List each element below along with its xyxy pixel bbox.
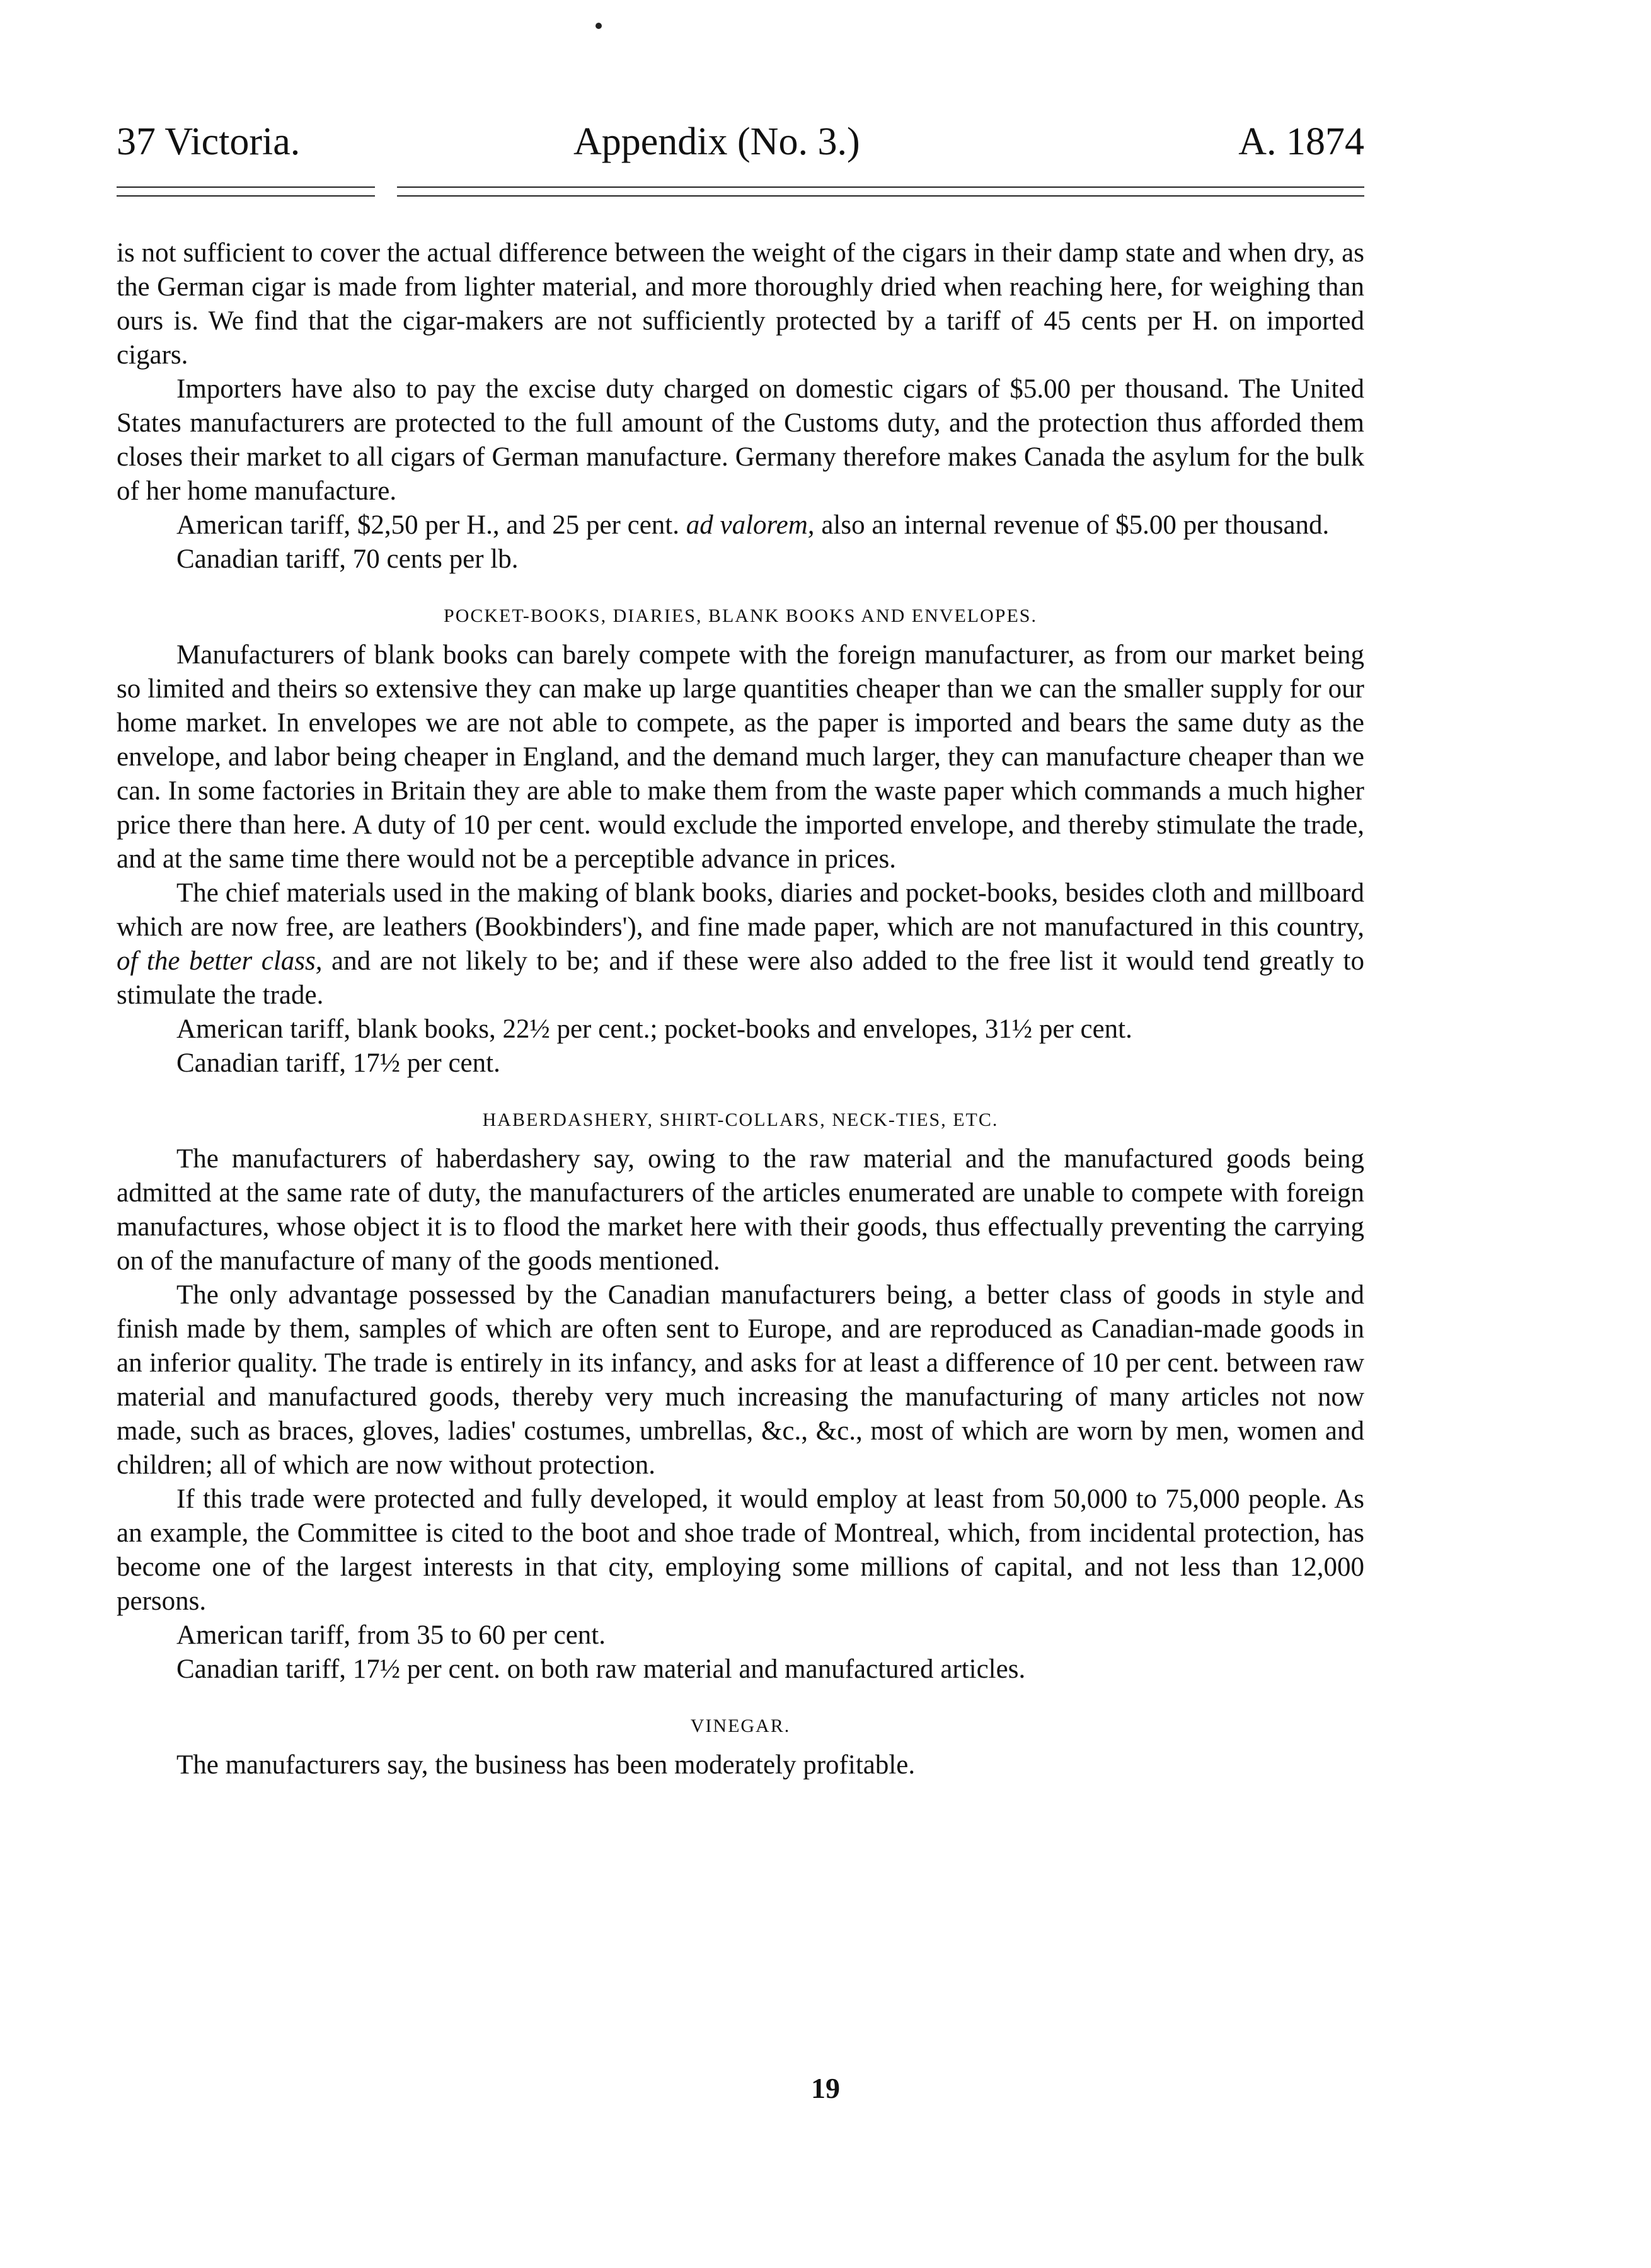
header-reign: 37 Victoria. bbox=[117, 120, 301, 163]
cigars-american-tariff bbox=[117, 508, 1364, 542]
page-number: 19 bbox=[811, 2072, 840, 2104]
header-rule-right bbox=[397, 186, 1364, 200]
haberdashery-paragraph-2: The only advantage possessed by the Canadian manufacturers being, a better class of goods in style and finish made by them, samples of which are often sent to Europe, and are reproduced as Canadian-made goods in an inferior quality. The trade is entirely in its infancy, and asks for at least a difference of 10 per cent. between raw material and manufactured goods, thereby very much increasing the manufacturing of many articles not now made, such as braces, gloves, ladies' costumes, umbrellas, &c., &c., most of which are worn by men, women and children; all of which are now without protection. bbox=[117, 1280, 1364, 1480]
section-heading-vinegar: VINEGAR. bbox=[690, 1715, 791, 1736]
page-header bbox=[117, 113, 1364, 170]
pocket-books-american-tariff: American tariff, blank books, 22½ per cent.; pocket-books and envelopes, 31½ per cent. bbox=[176, 1014, 1132, 1044]
cigars-continuation-paragraph: is not sufficient to cover the actual difference between the weight of the cigars in their damp state and when dry, as the German cigar is made from lighter material, and more thoroughly dried when reaching here, for weighing than ours is. We find that the cigar-makers are not sufficiently protected by a tariff of 45 cents per H. on imported cigars. bbox=[117, 238, 1364, 370]
header-year: A. 1874 bbox=[1238, 120, 1364, 163]
haberdashery-canadian-tariff: Canadian tariff, 17½ per cent. on both raw material and manufactured articles. bbox=[176, 1654, 1026, 1684]
section-heading-haberdashery: HABERDASHERY, SHIRT-COLLARS, NECK-TIES, ETC. bbox=[482, 1109, 999, 1130]
section-heading-pocket-books: POCKET-BOOKS, DIARIES, BLANK BOOKS AND ENVELOPES. bbox=[444, 605, 1037, 626]
pocket-books-paragraph-2-pre: The chief materials used in the making of blank books, diaries and pocket-books, besides cloth and millboard which are now free, are leathers (Bookbinders'), and fine made paper, which are not manufactured in this country, bbox=[117, 878, 1364, 942]
body-text bbox=[117, 236, 1364, 1782]
header-appendix: Appendix (No. 3.) bbox=[573, 120, 860, 163]
cigars-american-tariff-pre: American tariff, $2,50 per H., and 25 per cent. bbox=[176, 510, 679, 540]
cigars-canadian-tariff: Canadian tariff, 70 cents per lb. bbox=[176, 544, 519, 574]
pocket-books-paragraph-2-post: and are not likely to be; and if these were also added to the free list it would tend greatly to stimulate the trade. bbox=[117, 946, 1365, 1010]
cigars-american-tariff-post: also an internal revenue of $5.00 per thousand. bbox=[821, 510, 1330, 540]
pocket-books-paragraph-1: Manufacturers of blank books can barely compete with the foreign manufacturer, as from our market being so limited and theirs so extensive they can make up large quantities cheaper than we can the smaller supply for our home market. In envelopes we are not able to compete, as the paper is imported and bears the same duty as the envelope, and labor being cheaper in England, and the demand much larger, they can manufacture cheaper than we can. In some factories in Britain they are able to make them from the waste paper which commands a much higher price there than here. A duty of 10 per cent. would exclude the imported envelope, and thereby stimulate the trade, and at the same time there would not be a perceptible advance in prices. bbox=[117, 640, 1364, 874]
haberdashery-american-tariff: American tariff, from 35 to 60 per cent. bbox=[176, 1620, 606, 1650]
speck-mark bbox=[595, 23, 602, 29]
cigars-importers-paragraph: Importers have also to pay the excise duty charged on domestic cigars of $5.00 per thousand. The United States manufacturers are protected to the full amount of the Customs duty, and the protection thus afforded them closes their market to all cigars of German manufacture. Germany therefore makes Canada the asylum for the bulk of her home manufacture. bbox=[117, 374, 1364, 506]
pocket-books-canadian-tariff: Canadian tariff, 17½ per cent. bbox=[176, 1048, 500, 1078]
pocket-books-paragraph-2 bbox=[117, 876, 1364, 1012]
haberdashery-paragraph-1: The manufacturers of haberdashery say, owing to the raw material and the manufactured goods being admitted at the same rate of duty, the manufacturers of the articles enumerated are unable to compete with foreign manufactures, whose object it is to flood the market here with their goods, thus effectually preventing the carrying on of the manufacture of many of the goods mentioned. bbox=[117, 1144, 1364, 1276]
pocket-books-better-class: of the better class, bbox=[117, 946, 323, 976]
haberdashery-paragraph-3: If this trade were protected and fully developed, it would employ at least from 50,000 to 75,000 people. As an example, the Committee is cited to the boot and shoe trade of Montreal, which, from incidental protection, has become one of the largest interests in that city, employing some millions of capital, and not less than 12,000 persons. bbox=[117, 1484, 1364, 1616]
header-rule-left bbox=[117, 186, 375, 200]
vinegar-paragraph: The manufacturers say, the business has been moderately profitable. bbox=[176, 1750, 916, 1780]
cigars-ad-valorem: ad valorem, bbox=[686, 510, 815, 540]
